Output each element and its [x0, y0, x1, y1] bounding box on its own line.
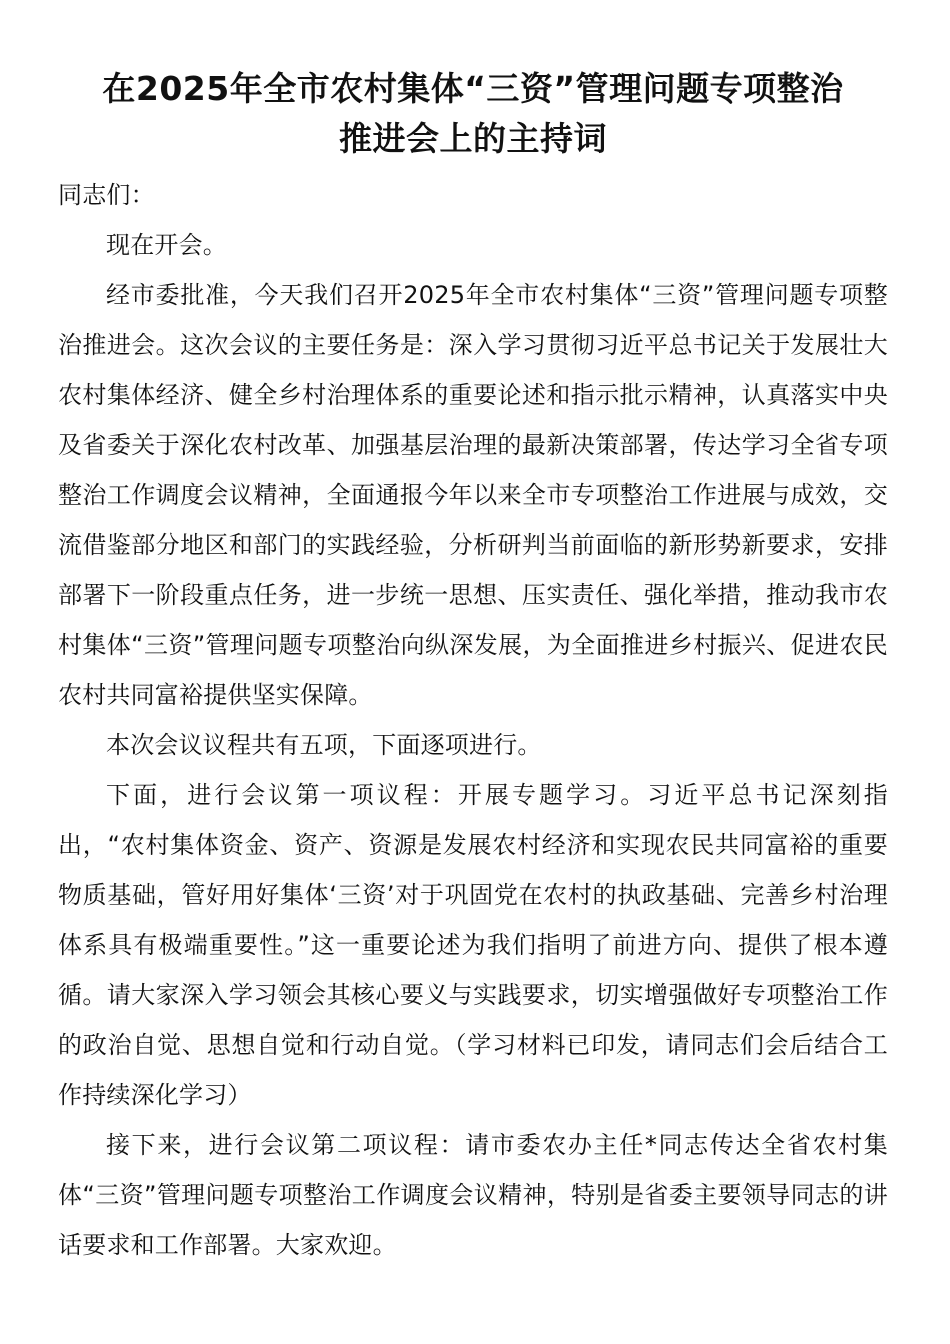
paragraph-agenda-overview: 本次会议议程共有五项，下面逐项进行。 [106, 731, 542, 759]
salutation: 同志们： [58, 181, 155, 209]
title-line-1: 在2025年全市农村集体“三资”管理问题专项整治 [102, 69, 844, 108]
document-title [58, 64, 888, 164]
document-body [58, 170, 888, 1270]
paragraph-agenda-item-2: 接下来，进行会议第二项议程：请市委农办主任*同志传达全省农村集体“三资”管理问题专项整治工作调度会议精神，特别是省委主要领导同志的讲话要求和工作部署。大家欢迎。 [58, 1131, 888, 1259]
paragraph-opening: 现在开会。 [106, 231, 227, 259]
paragraph-agenda-item-1: 下面，进行会议第一项议程：开展专题学习。习近平总书记深刻指出，“农村集体资金、资产、资源是发展农村经济和实现农民共同富裕的重要物质基础，管好用好集体‘三资’对于巩固党在农村的执政基础、完善乡村治理体系具有极端重要性。”这一重要论述为我们指明了前进方向、提供了根本遵循。请大家深入学习领会其核心要义与实践要求，切实增强做好专项整治工作的政治自觉、思想自觉和行动自觉。（学习材料已印发，请同志们会后结合工作持续深化学习） [58, 781, 888, 1109]
paragraph-meeting-purpose: 经市委批准，今天我们召开2025年全市农村集体“三资”管理问题专项整治推进会。这次会议的主要任务是：深入学习贯彻习近平总书记关于发展壮大农村集体经济、健全乡村治理体系的重要论述和指示批示精神，认真落实中央及省委关于深化农村改革、加强基层治理的最新决策部署，传达学习全省专项整治工作调度会议精神，全面通报今年以来全市专项整治工作进展与成效，交流借鉴部分地区和部门的实践经验，分析研判当前面临的新形势新要求，安排部署下一阶段重点任务，进一步统一思想、压实责任、强化举措，推动我市农村集体“三资”管理问题专项整治向纵深发展，为全面推进乡村振兴、促进农民农村共同富裕提供坚实保障。 [58, 281, 888, 709]
title-line-2: 推进会上的主持词 [339, 119, 607, 158]
